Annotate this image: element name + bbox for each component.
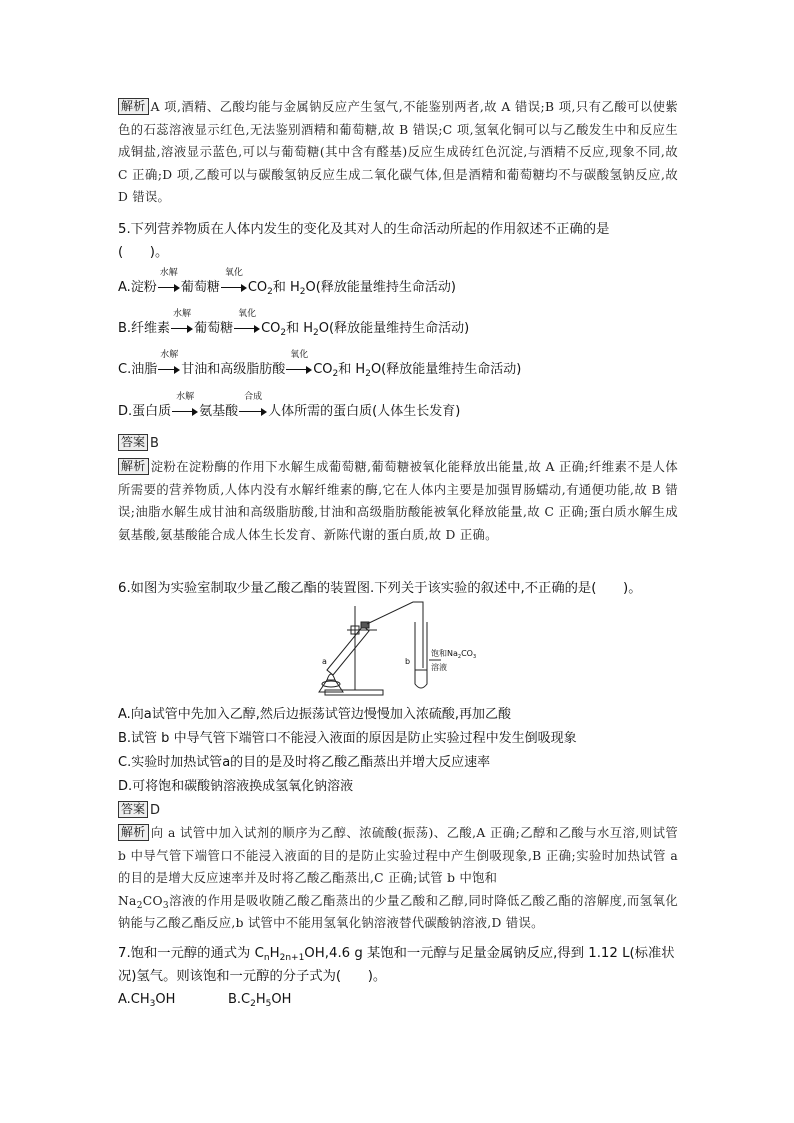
label-b: b	[405, 657, 411, 666]
subscript: 2	[136, 900, 143, 911]
arrow-label: 水解	[173, 309, 192, 319]
q6-answer-value: D	[150, 803, 161, 818]
subscript: 2	[267, 287, 273, 297]
reaction-arrow	[286, 350, 312, 375]
q5-answer-value: B	[150, 436, 159, 451]
q7-options	[118, 990, 678, 1010]
q5-analysis	[118, 456, 678, 546]
q5-stem	[118, 218, 678, 264]
q6-analysis	[118, 822, 678, 935]
ester-apparatus-figure	[305, 598, 495, 698]
q5-d-part: D.蛋白质	[118, 404, 172, 419]
answer-tag: 答案	[118, 801, 148, 818]
q5-b-part: 和 H	[286, 321, 314, 336]
q6-stem: 6.如图为实验室制取少量乙酸乙酯的装置图.下列关于该实验的叙述中,不正确的是( )。	[118, 581, 642, 596]
q5-b-part: B.纤维素	[118, 321, 171, 336]
q5-c-part: CO	[313, 362, 333, 377]
q5-option-c	[118, 350, 678, 380]
subscript: 2n+1	[279, 953, 305, 963]
q6-answer	[118, 801, 678, 820]
q6-option-c: C.实验时加热试管a的目的是及时将乙酸乙酯蒸出并增大反应速率	[118, 755, 491, 770]
q5-analysis-text: 淀粉在淀粉酶的作用下水解生成葡萄糖,葡萄糖被氧化能释放出能量,故 A 正确;纤维素不是人体所需要的营养物质,人体内没有水解纤维素的酶,它在人体内主要是加强胃肠蠕动,有通便功能,故 B 错误;油脂水解生成甘油和高级脂肪酸,甘油和高级脂肪酸能被氧化释放能量,故 C 正确;蛋白质水解生成氨基酸,氨基酸能合成人体生长发育、新陈代谢的蛋白质,故 D 正确。	[118, 460, 678, 542]
q7-stem	[118, 942, 678, 988]
q6-option-d: D.可将饱和碳酸钠溶液换成氢氧化钠溶液	[118, 779, 354, 794]
q5-a-part: A.淀粉	[118, 280, 157, 295]
label-solution: 溶液	[431, 663, 447, 672]
q5-c-part: 和 H	[338, 362, 366, 377]
analysis-tag: 解析	[118, 458, 149, 475]
q6-analysis-text-b: 溶液的作用是吸收随乙酸乙酯蒸出的少量乙酸和乙醇,同时降低乙酸乙酯的溶解度,而氢氧化钠能与乙酸乙酯反应,b 试管中不能用氢氧化钠溶液替代碳酸钠溶液,D 错误。	[118, 893, 678, 930]
subscript: 2	[332, 369, 339, 379]
q6-option-b: B.试管 b 中导气管下端管口不能浸入液面的原因是防止实验过程中发生倒吸现象	[118, 731, 577, 746]
q4-analysis-text: A 项,酒精、乙酸均能与金属钠反应产生氢气,不能鉴别两者,故 A 错误;B 项,只有乙酸可以使紫色的石蕊溶液显示红色,无法鉴别酒精和葡萄糖,故 B 错误;C 项,氢氧化铜可以与乙酸发生中和反应生成铜盐,溶液显示蓝色,可以与葡萄糖(其中含有醛基)反应生成砖红色沉淀,与酒精不反应,现象不同,故 C 正确;D 项,乙酸可以与碳酸氢钠反应生成二氧化碳气体,但是酒精和葡萄糖均不与碳酸氢钠反应,故 D 错误。	[118, 100, 678, 204]
q7-option-a: $A.CH_3OH$	[118, 992, 176, 1009]
q5-a-part: 葡萄糖	[180, 280, 220, 295]
q5-answer	[118, 434, 678, 453]
q5-option-d	[118, 392, 678, 422]
formula-part: Na	[118, 893, 137, 908]
subscript: 3	[162, 900, 169, 911]
q5-option-a	[118, 268, 678, 298]
label-a: a	[322, 657, 327, 666]
q5-c-part: O(释放能量维持生命活动)	[370, 362, 522, 377]
arrow-label: 水解	[159, 268, 178, 278]
reaction-arrow	[221, 268, 247, 293]
formula-part: CO	[142, 893, 163, 908]
reaction-arrow	[158, 350, 180, 375]
q7-part: H	[269, 946, 280, 961]
q5-stem-text: 5.下列营养物质在人体内发生的变化及其对人的生命活动所起的作用叙述不正确的是	[118, 222, 610, 237]
label-saturated: 饱和$Na_2CO_3$	[431, 649, 477, 660]
answer-tag: 答案	[118, 434, 148, 451]
q5-paren: ( )。	[118, 245, 169, 260]
arrow-label: 合成	[244, 392, 263, 402]
q5-option-b	[118, 309, 678, 339]
q5-a-part: 和 H	[272, 280, 300, 295]
q6-option-a: A.向a试管中先加入乙醇,然后边振荡试管边慢慢加入浓硫酸,再加乙酸	[118, 707, 512, 722]
q6-analysis-text-a: 向 a 试管中加入试剂的顺序为乙醇、浓硫酸(振荡)、乙酸,A 正确;乙醇和乙酸与水互溶,则试管 b 中导气管下端管口不能浸入液面的目的是防止实验过程中产生倒吸现象,B 正确;实验时加热试管 a 的目的是增大反应速率并及时将乙酸乙酯蒸出,C 正确;试管 b 中饱和	[118, 826, 678, 885]
analysis-tag: 解析	[118, 824, 149, 841]
q4-analysis	[118, 96, 678, 209]
apparatus-diagram	[305, 598, 495, 698]
q7-part: 7.饱和一元醇的通式为 C	[118, 946, 264, 961]
subscript: n	[263, 953, 270, 963]
q6-options	[118, 703, 678, 799]
q7-option-b: $B.C_2H_5OH$	[228, 992, 292, 1009]
reaction-arrow	[239, 392, 267, 417]
q5-c-part: 甘油和高级脂肪酸	[181, 362, 286, 377]
q5-b-part: 葡萄糖	[194, 321, 234, 336]
reaction-arrow	[158, 268, 180, 293]
arrow-label: 水解	[160, 350, 179, 360]
subscript: 2	[280, 328, 287, 338]
arrow-label: 水解	[176, 392, 195, 402]
q7-part: OH,4.6 g 某饱和一元醇与足量金属钠反应,得到 1.12 L(标准状况)氢气。则该饱和一元醇的分子式为( )。	[118, 946, 675, 984]
reaction-arrow	[234, 309, 260, 334]
arrow-label: 氧化	[290, 350, 309, 360]
subscript: 2	[365, 369, 371, 379]
analysis-tag: 解析	[118, 98, 149, 115]
arrow-label: 氧化	[238, 309, 257, 319]
q5-b-part: O(释放能量维持生命活动)	[318, 321, 470, 336]
arrow-label: 氧化	[224, 268, 243, 278]
q5-b-part: CO	[261, 321, 281, 336]
subscript: 2	[299, 287, 306, 297]
q5-d-part: 人体所需的蛋白质(人体生长发育)	[268, 404, 461, 419]
reaction-arrow	[172, 392, 198, 417]
q5-a-part: O(释放能量维持生命活动)	[305, 280, 456, 295]
subscript: 2	[313, 328, 319, 338]
q5-c-part: C.油脂	[118, 362, 158, 377]
reaction-arrow	[171, 309, 193, 334]
q5-d-part: 氨基酸	[199, 404, 239, 419]
q5-a-part: CO	[247, 280, 268, 295]
